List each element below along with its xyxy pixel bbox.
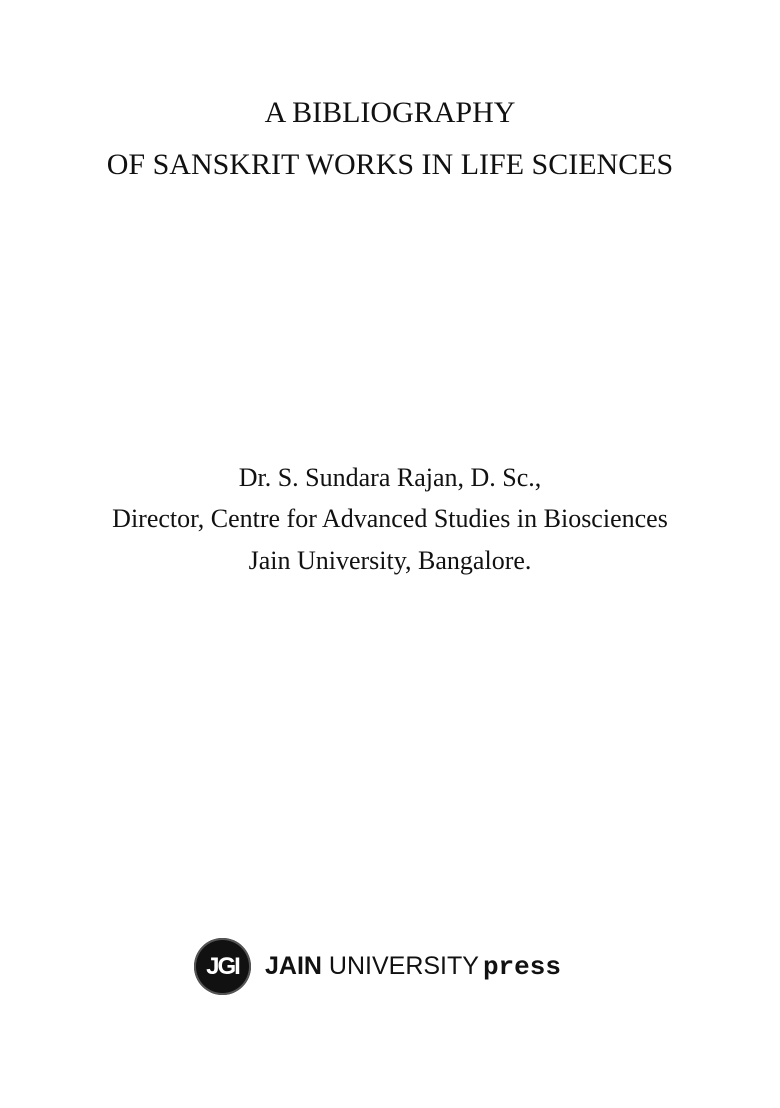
author-name: Dr. S. Sundara Rajan, D. Sc., <box>238 463 542 492</box>
title-line-2: OF SANSKRIT WORKS IN LIFE SCIENCES <box>106 148 674 181</box>
publisher-name-press: press <box>482 951 561 982</box>
publisher-name-bold: JAIN <box>265 951 322 980</box>
jgi-seal-icon: JGI <box>194 938 251 995</box>
publisher-logo <box>194 938 561 995</box>
author-position: Director, Centre for Advanced Studies in Biosciences <box>112 504 668 533</box>
publisher-name <box>265 952 561 982</box>
title-line-1: A BIBLIOGRAPHY <box>264 96 516 129</box>
author-affiliation: Jain University, Bangalore. <box>248 546 532 575</box>
publisher-name-regular: UNIVERSITY <box>328 951 479 980</box>
